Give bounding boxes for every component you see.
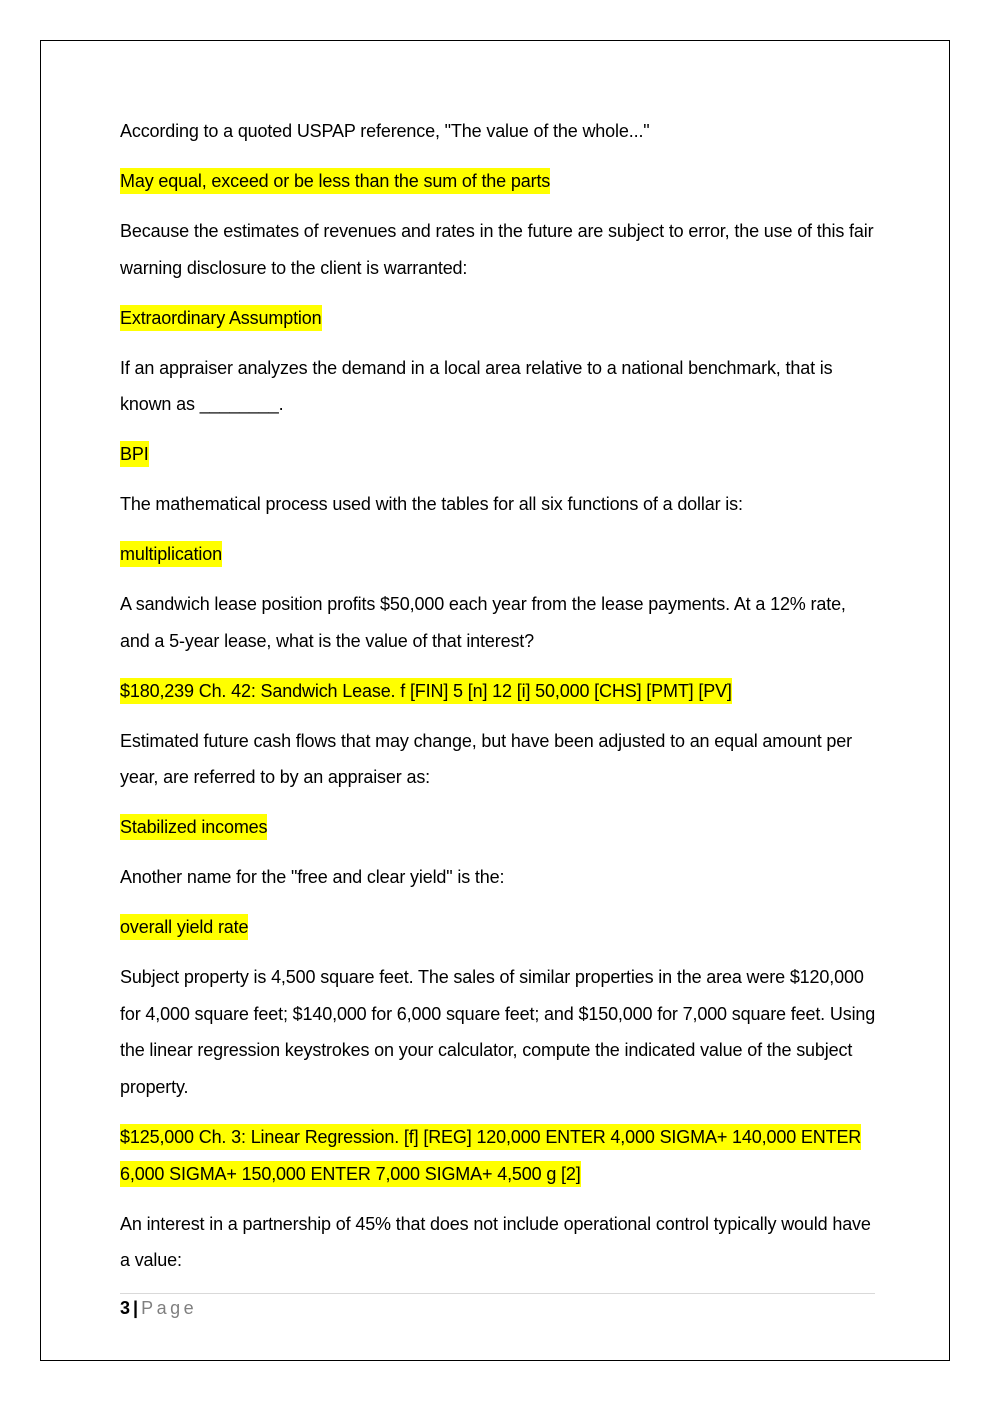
footer-separator: | [133, 1298, 139, 1318]
question-paragraph: If an appraiser analyzes the demand in a local area relative to a national benchmark, that is known as ________. [120, 357, 833, 415]
answer-paragraph [120, 673, 876, 710]
answer-paragraph [120, 436, 876, 473]
highlighted-answer: $180,239 Ch. 42: Sandwich Lease. f [FIN] 5 [n] 12 [i] 50,000 [CHS] [PMT] [PV] [120, 678, 732, 704]
question-paragraph: Estimated future cash flows that may change, but have been adjusted to an equal amount per year, are referred to by an appraiser as: [120, 730, 852, 788]
page-footer [120, 1297, 197, 1319]
question-paragraph: The mathematical process used with the tables for all six functions of a dollar is: [120, 494, 743, 515]
answer-paragraph [120, 163, 876, 200]
highlighted-answer: Stabilized incomes [120, 814, 267, 840]
answer-paragraph [120, 1119, 876, 1192]
footer-divider [120, 1293, 875, 1294]
answer-paragraph [120, 909, 876, 946]
answer-paragraph [120, 809, 876, 846]
highlighted-answer: multiplication [120, 541, 222, 567]
question-paragraph: A sandwich lease position profits $50,000 each year from the lease payments. At a 12% rate, and a 5-year lease, what is the value of that interest? [120, 594, 846, 651]
highlighted-answer: BPI [120, 441, 149, 467]
question-paragraph: According to a quoted USPAP reference, "The value of the whole..." [120, 121, 650, 141]
question-paragraph: Because the estimates of revenues and rates in the future are subject to error, the use of this fair warning disclosure to the client is warranted: [120, 220, 874, 278]
highlighted-answer: May equal, exceed or be less than the sum of the parts [120, 168, 550, 194]
highlighted-answer: overall yield rate [120, 914, 248, 940]
answer-paragraph [120, 300, 876, 337]
highlighted-answer: Extraordinary Assumption [120, 305, 322, 331]
question-paragraph: Another name for the "free and clear yield" is the: [120, 867, 505, 888]
highlighted-answer: $125,000 Ch. 3: Linear Regression. [f] [REG] 120,000 ENTER 4,000 SIGMA+ 140,000 ENTER 6,000 SIGMA+ 150,000 ENTER 7,000 SIGMA+ 4,500 g [2] [120, 1124, 861, 1187]
page-label: Page [141, 1298, 198, 1318]
question-paragraph: An interest in a partnership of 45% that does not include operational control typically would have a value: [120, 1213, 871, 1271]
answer-paragraph [120, 536, 876, 573]
question-paragraph: Subject property is 4,500 square feet. The sales of similar properties in the area were $120,000 for 4,000 square feet; $140,000 for 6,000 square feet; and $150,000 for 7,000 square feet. Using the linear regression keystrokes on your calculator, compute the indicated value of the subject property. [120, 967, 876, 1097]
document-body [120, 113, 876, 1292]
page-number: 3 [120, 1298, 131, 1318]
